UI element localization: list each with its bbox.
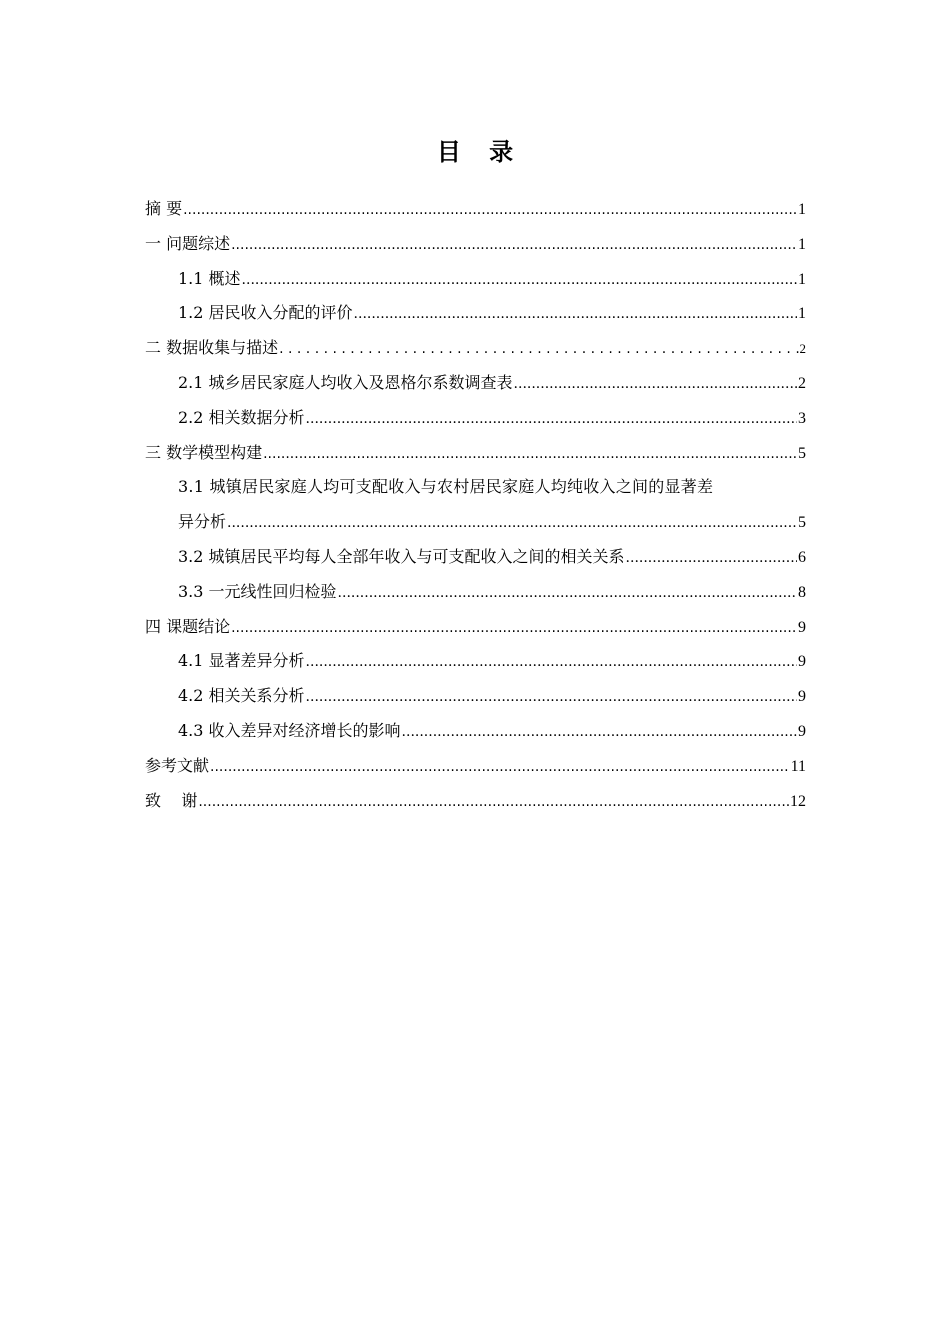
- toc-page-number: 2: [799, 341, 806, 357]
- toc-page-number: 6: [798, 548, 806, 566]
- toc-title: 目 录: [436, 138, 524, 166]
- dot-leader: [227, 506, 797, 541]
- dot-leader: [183, 193, 797, 228]
- toc-entry-references[interactable]: [145, 749, 806, 784]
- toc-entry-chapter-4[interactable]: [145, 610, 806, 645]
- toc-entry-acknowledgements[interactable]: [145, 784, 806, 819]
- toc-entry-abstract[interactable]: [145, 192, 806, 227]
- toc-entry-chapter-2[interactable]: [145, 331, 806, 366]
- toc-entry-label: 4.1 显著差异分析: [178, 651, 305, 671]
- toc-entry-label: 1.2 居民收入分配的评价: [178, 303, 353, 323]
- toc-entry-label: 一 问题综述: [145, 233, 231, 253]
- toc-entry-section-2-2[interactable]: [145, 401, 806, 436]
- toc-entry-label: 致 谢: [145, 790, 198, 810]
- toc-entry-label: 四 课题结论: [145, 616, 231, 636]
- toc-entry-section-4-1[interactable]: [145, 644, 806, 679]
- table-of-contents: [145, 192, 806, 818]
- toc-entry-section-3-2[interactable]: [145, 540, 806, 575]
- toc-entry-section-4-3[interactable]: [145, 714, 806, 749]
- toc-page-number: 1: [798, 305, 806, 323]
- toc-page-number: 3: [798, 409, 806, 427]
- dot-leader: [242, 263, 797, 298]
- dot-leader: [306, 645, 797, 680]
- toc-entry-label: 4.2 相关关系分析: [178, 686, 305, 706]
- toc-entry-label: 参考文献: [145, 755, 210, 775]
- dot-leader: [198, 785, 789, 820]
- toc-page-number: 5: [798, 444, 806, 462]
- toc-page-number: 11: [790, 757, 806, 775]
- toc-entry-label: 2.1 城乡居民家庭人均收入及恩格尔系数调查表: [178, 372, 513, 392]
- dot-leader: [231, 228, 797, 263]
- toc-entry-section-3-3[interactable]: [145, 575, 806, 610]
- dot-leader: [306, 680, 797, 715]
- dot-leader: [263, 437, 797, 472]
- toc-entry-label: 摘 要: [145, 199, 183, 218]
- dot-leader: [626, 541, 797, 576]
- toc-entry-label-line-2: 异分析: [178, 512, 227, 532]
- toc-entry-label: 三 数学模型构建: [145, 442, 263, 462]
- dot-leader: [514, 367, 797, 402]
- toc-entry-section-3-1[interactable]: [145, 470, 806, 540]
- toc-entry-chapter-1[interactable]: [145, 227, 806, 262]
- toc-entry-section-1-2[interactable]: [145, 296, 806, 331]
- toc-entry-section-4-2[interactable]: [145, 679, 806, 714]
- toc-entry-label-line-1: 3.1 城镇居民家庭人均可支配收入与农村居民家庭人均纯收入之间的显著差: [178, 477, 714, 497]
- dot-leader: [354, 297, 797, 332]
- toc-entry-label: 3.2 城镇居民平均每人全部年收入与可支配收入之间的相关关系: [178, 546, 625, 566]
- toc-entry-label: 二 数据收集与描述: [145, 338, 279, 358]
- toc-page-number: 1: [798, 201, 806, 218]
- toc-page-number: 1: [798, 270, 806, 288]
- toc-page-number: 1: [798, 235, 806, 253]
- dot-leader: [306, 402, 797, 437]
- toc-page-number: 9: [798, 618, 806, 636]
- toc-entry-section-2-1[interactable]: [145, 366, 806, 401]
- dot-leader: [210, 750, 790, 785]
- dot-leader: [279, 332, 798, 367]
- toc-entry-label: 4.3 收入差异对经济增长的影响: [178, 720, 401, 740]
- toc-page-number: 5: [798, 514, 806, 532]
- toc-page-number: 9: [798, 688, 806, 706]
- dot-leader: [402, 715, 797, 750]
- toc-page-number: 9: [798, 653, 806, 671]
- toc-entry-chapter-3[interactable]: [145, 436, 806, 471]
- toc-entry-label: 1.1 概述: [178, 268, 241, 288]
- dot-leader: [231, 611, 797, 646]
- toc-page-number: 2: [798, 374, 806, 392]
- dot-leader: [338, 576, 797, 611]
- toc-page-number: 9: [798, 722, 806, 740]
- toc-entry-label: 3.3 一元线性回归检验: [178, 581, 337, 601]
- toc-page-number: 12: [790, 792, 806, 810]
- toc-entry-label: 2.2 相关数据分析: [178, 407, 305, 427]
- toc-entry-section-1-1[interactable]: [145, 262, 806, 297]
- toc-page-number: 8: [798, 583, 806, 601]
